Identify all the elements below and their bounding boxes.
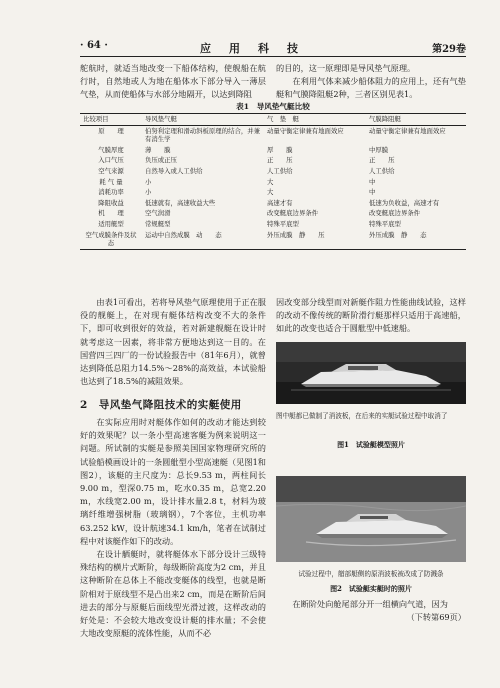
left-column-top — [80, 62, 266, 102]
table-cell: 低速就有，高速收益大些 — [145, 198, 216, 207]
header-rule — [80, 56, 466, 57]
table-cell: 动量守衡定律兼有地面效应 — [369, 126, 446, 135]
figure-1-label: 图1 试验艇模型照片 — [337, 440, 405, 449]
paragraph: 在断阶处向舱尾部分开一组横向气道，因为 — [292, 599, 448, 609]
table-cell: 机 理 — [98, 209, 124, 218]
paragraph: 在实际应用时对艇体作如何的改动才能达到较好的效果呢？以一条小型高速客艇为例来说明这一问题。所试制的实艇是参照美国国家物理研究所的试验船模画设计的一条圆舭型小型高速艇（见图1和图2），该艇的主尺度为：总长9.53 m，两柱间长9.00 m，型深0.75 m，吃水0.35 m，总宽2.20 m，水线宽2.00 m，设计排水量2.8 t，材料为玻璃纤维增强树脂（玻璃钢），7个客位，主机功率63.252 kW，设计航速34.1 km/h，笔者在试制过程中对该艇作如下的改动。 — [80, 417, 266, 546]
paragraph: 由表1可看出，若将导风垫气原理使用于正在服役的舰艇上，在对现有艇体结构改变不大的条件下，即可收到很好的效益，若对新建舰艇在设计时就考虑这一因素，将非常方便地达到这一目的。在国营四三四厂的一份试验报告中（81年6月），就曾达到降低总阻力14.5%～28%的高效益，本试验船也达到了18.5%的减阻效果。 — [80, 297, 266, 387]
table-cell: 中 — [369, 177, 376, 186]
paragraph: 舵航时，就适当地改变一下船体结构，使舰船在航行时，自然地或人为地在船体水下部分导入一薄层气垫，从而使船体与水部分地隔开，以达到降阻 — [80, 63, 266, 100]
table-row — [80, 198, 466, 209]
right-column-middle — [276, 296, 466, 336]
table-cell: 空气成膜条件及状态 — [80, 230, 142, 250]
table-cell: 适用艇型 — [98, 219, 124, 228]
table-row — [80, 187, 466, 198]
table-cell: 小 — [145, 177, 152, 186]
table-row — [80, 145, 466, 156]
table-cell: 耗 气 量 — [99, 177, 123, 186]
table-cell: 入口气压 — [98, 156, 124, 165]
table-row — [80, 155, 466, 166]
comparison-table — [80, 113, 466, 250]
table-header-cell: 比较项目 — [80, 114, 142, 126]
table-cell: 薄 膜 — [145, 145, 171, 154]
section-heading: 2 导风垫气降阻技术的实艇使用 — [80, 399, 242, 411]
table-cell: 中 — [369, 188, 376, 197]
figure-2-note: 试验过程中，艏部艇侧的原消波板被改成了防溅条 — [298, 570, 444, 578]
page-number: · 64 · — [80, 40, 108, 51]
continuation-note: （下转第69页） — [406, 612, 466, 623]
table-cell: 大 — [267, 188, 274, 197]
table-cell: 降阻收益 — [98, 198, 124, 207]
table-cell: 气膜厚度 — [98, 145, 124, 154]
table-header-row — [80, 114, 466, 126]
table-cell: 消耗功率 — [98, 188, 124, 197]
table-cell: 空气润滑 — [145, 209, 171, 218]
figure-2-photo — [276, 476, 466, 562]
table-cell: 小 — [145, 188, 152, 197]
table-caption: 表1 导风垫气艇比较 — [236, 102, 310, 111]
table-cell: 高速才有 — [267, 198, 293, 207]
right-column-bottom — [276, 598, 466, 624]
table-cell: 低速为负收益，高速才有 — [369, 198, 440, 207]
right-column-top — [276, 62, 466, 102]
table-cell: 常规艇型 — [145, 219, 171, 228]
figure-1-note: 图中艇都已做制了消波板，在后来的实艇试验过程中取消了 — [276, 412, 448, 420]
table-cell: 自然导入或人工供给 — [145, 166, 203, 175]
table-cell: 改变艇底边界条件 — [369, 209, 421, 218]
table-cell: 负压或正压 — [145, 156, 177, 165]
figure-2-label: 图2 试验艇实艇时的照片 — [330, 584, 412, 593]
table-row — [80, 125, 466, 145]
table-cell: 大 — [267, 177, 274, 186]
paragraph: 在利用气体来减少船体阻力的应用上，还有气垫艇和气膜降阻艇2种，三者区别见表1。 — [276, 76, 466, 100]
table-row — [80, 208, 466, 219]
table-row — [80, 177, 466, 188]
table-cell: 外压成膜 静 压 — [264, 230, 366, 250]
left-column-bottom — [80, 416, 266, 640]
table-cell: 改变艇底边界条件 — [267, 209, 319, 218]
table-cell: 中厚膜 — [369, 145, 389, 154]
table-row — [80, 219, 466, 230]
table-header-cell: 气 垫 艇 — [264, 114, 366, 126]
paragraph: 的目的，这一原理即是导风垫气原理。 — [276, 63, 416, 73]
paragraph: 在设计舾艇时，就将艇体水下部分设计三级特殊结构的横片式断阶，每级断阶高度为2 cm，并且这种断阶在总体上不能改变艇体的线型，也就是断阶相对于原线型不是凸出来2 cm，而是在断阶后间进去的部分与原艇后面线型光滑过渡，这样改动的好处是：不会较大地改变设计艇的排水量；不会使大地改变原艇的流体性能，从而不必 — [80, 549, 266, 639]
table-cell: 特殊平底型 — [369, 219, 401, 228]
table-cell: 正 压 — [369, 156, 395, 165]
volume-number: 第29卷 — [432, 44, 466, 55]
table-row — [80, 166, 466, 177]
table-header-cell: 气膜降阻艇 — [366, 114, 466, 126]
table-cell: 外压成膜 静 态 — [366, 230, 466, 250]
table-cell: 人工供给 — [369, 166, 395, 175]
table-cell: 伯努利定理和滑动斜板原理的结合，并兼有消生学 — [145, 126, 261, 144]
table-cell: 人工供给 — [267, 166, 293, 175]
table-cell: 厚 膜 — [267, 145, 293, 154]
running-header — [80, 40, 466, 56]
table-cell: 特殊平底型 — [267, 219, 299, 228]
table-body — [80, 125, 466, 249]
table-cell: 动量守衡定律兼有地面效应 — [267, 126, 344, 135]
table-cell: 空气来源 — [98, 166, 124, 175]
left-column-middle — [80, 296, 266, 388]
journal-title: 应用科技 — [200, 42, 316, 55]
table-cell: 原 理 — [98, 126, 124, 135]
table-cell: 正 压 — [267, 156, 293, 165]
table-cell: 运动中自然成膜 动 态 — [142, 230, 264, 250]
table-header-cell: 导风垫气艇 — [142, 114, 264, 126]
paragraph: 因改变部分线型而对新艇作阻力性能曲线试验，这样的改动不像传统的断阶滑行艇那样只适用于高速船，如此的改变也适合于圆舭型中低速船。 — [276, 297, 466, 334]
table-row — [80, 230, 466, 250]
figure-1-photo — [276, 342, 466, 404]
